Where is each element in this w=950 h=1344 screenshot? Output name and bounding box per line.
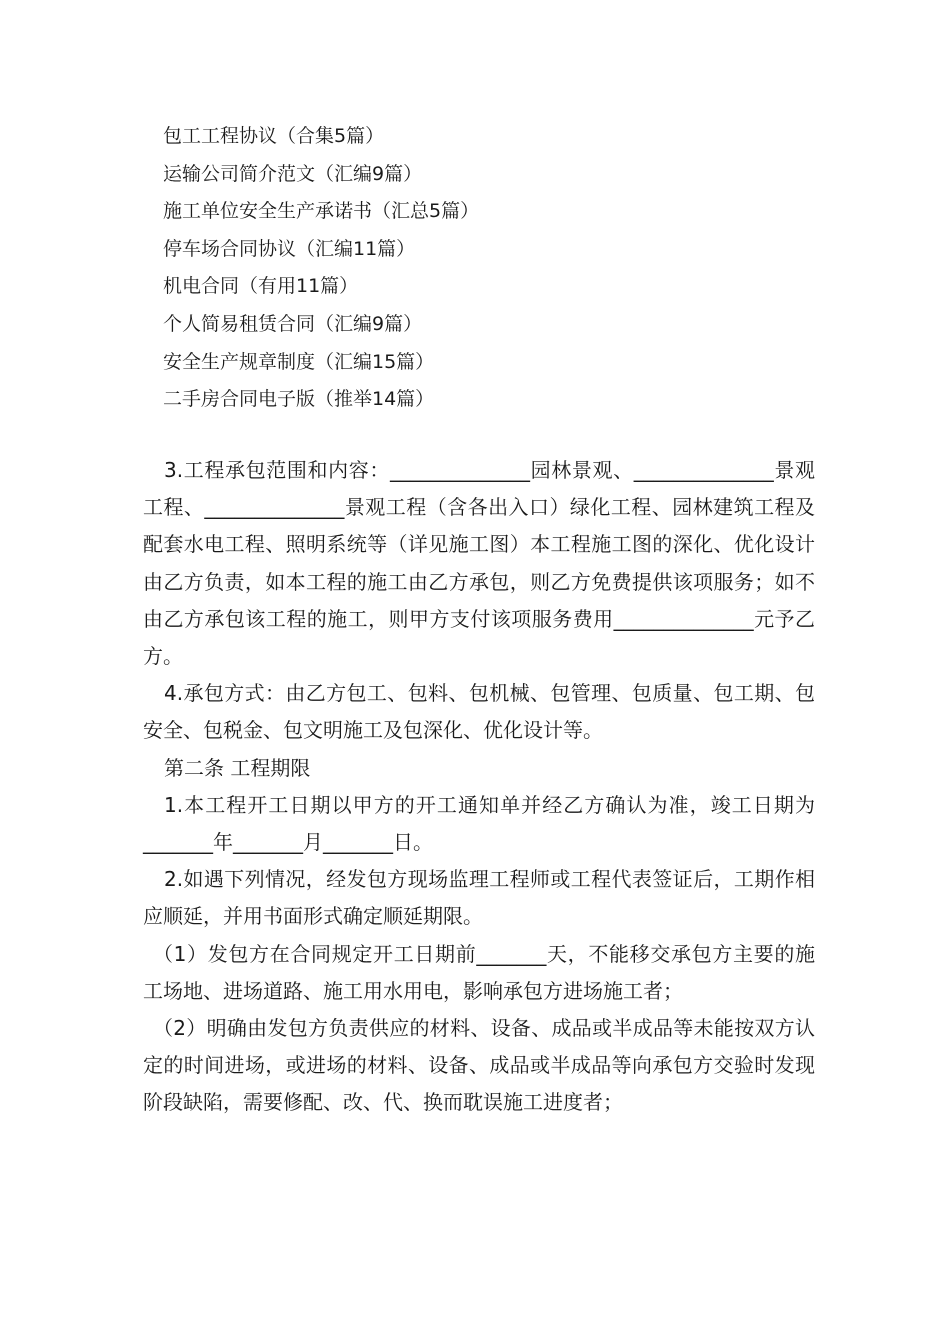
list-item[interactable]: 二手房合同电子版（推举14篇） xyxy=(163,388,435,411)
list-item[interactable]: 机电合同（有用11篇） xyxy=(163,275,359,298)
paragraph-extension: 2.如遇下列情况，经发包方现场监理工程师或工程代表签证后，工期作相应顺延，并用书面形式确定顺延期限。 xyxy=(143,867,815,929)
list-item[interactable]: 施工单位安全生产承诺书（汇总5篇） xyxy=(163,200,480,223)
paragraph-scope: 3.工程承包范围和内容：______________园林景观、______________景观工程、______________景观工程（含各出入口）绿化工程、园林建筑工程及配套水电工程、照明系统等（详见施工图）本工程施工图的深化、优化设计由乙方负责，如本工程的施工由乙方承包，则乙方免费提供该项服务；如不由乙方承包该工程的施工，则甲方支付该项服务费用______________元予乙方。 xyxy=(143,458,815,669)
related-documents-list xyxy=(163,118,863,419)
paragraph-contract-mode: 4.承包方式：由乙方包工、包料、包机械、包管理、包质量、包工期、包安全、包税金、包文明施工及包深化、优化设计等。 xyxy=(143,681,815,743)
paragraph-start-date: 1.本工程开工日期以甲方的开工通知单并经乙方确认为准，竣工日期为_______年_______月_______日。 xyxy=(143,792,815,855)
paragraph-item-1: （1）发包方在合同规定开工日期前_______天，不能移交承包方主要的施工场地、进场道路、施工用水用电，影响承包方进场施工者； xyxy=(143,941,815,1003)
list-item[interactable]: 停车场合同协议（汇编11篇） xyxy=(163,237,416,260)
list-item[interactable]: 安全生产规章制度（汇编15篇） xyxy=(163,350,435,373)
section-heading-duration: 第二条 工程期限 xyxy=(164,755,311,780)
list-item[interactable]: 包工工程协议（合集5篇） xyxy=(163,125,385,147)
list-item[interactable]: 运输公司简介范文（汇编9篇） xyxy=(163,162,423,185)
list-item[interactable]: 个人简易租赁合同（汇编9篇） xyxy=(163,312,423,335)
paragraph-item-2: （2）明确由发包方负责供应的材料、设备、成品或半成品等未能按双方认定的时间进场，或进场的材料、设备、成品或半成品等向承包方交验时发现阶段缺陷，需要修配、改、代、换而耽误施工进度者； xyxy=(143,1016,815,1115)
contract-body xyxy=(143,452,815,1122)
